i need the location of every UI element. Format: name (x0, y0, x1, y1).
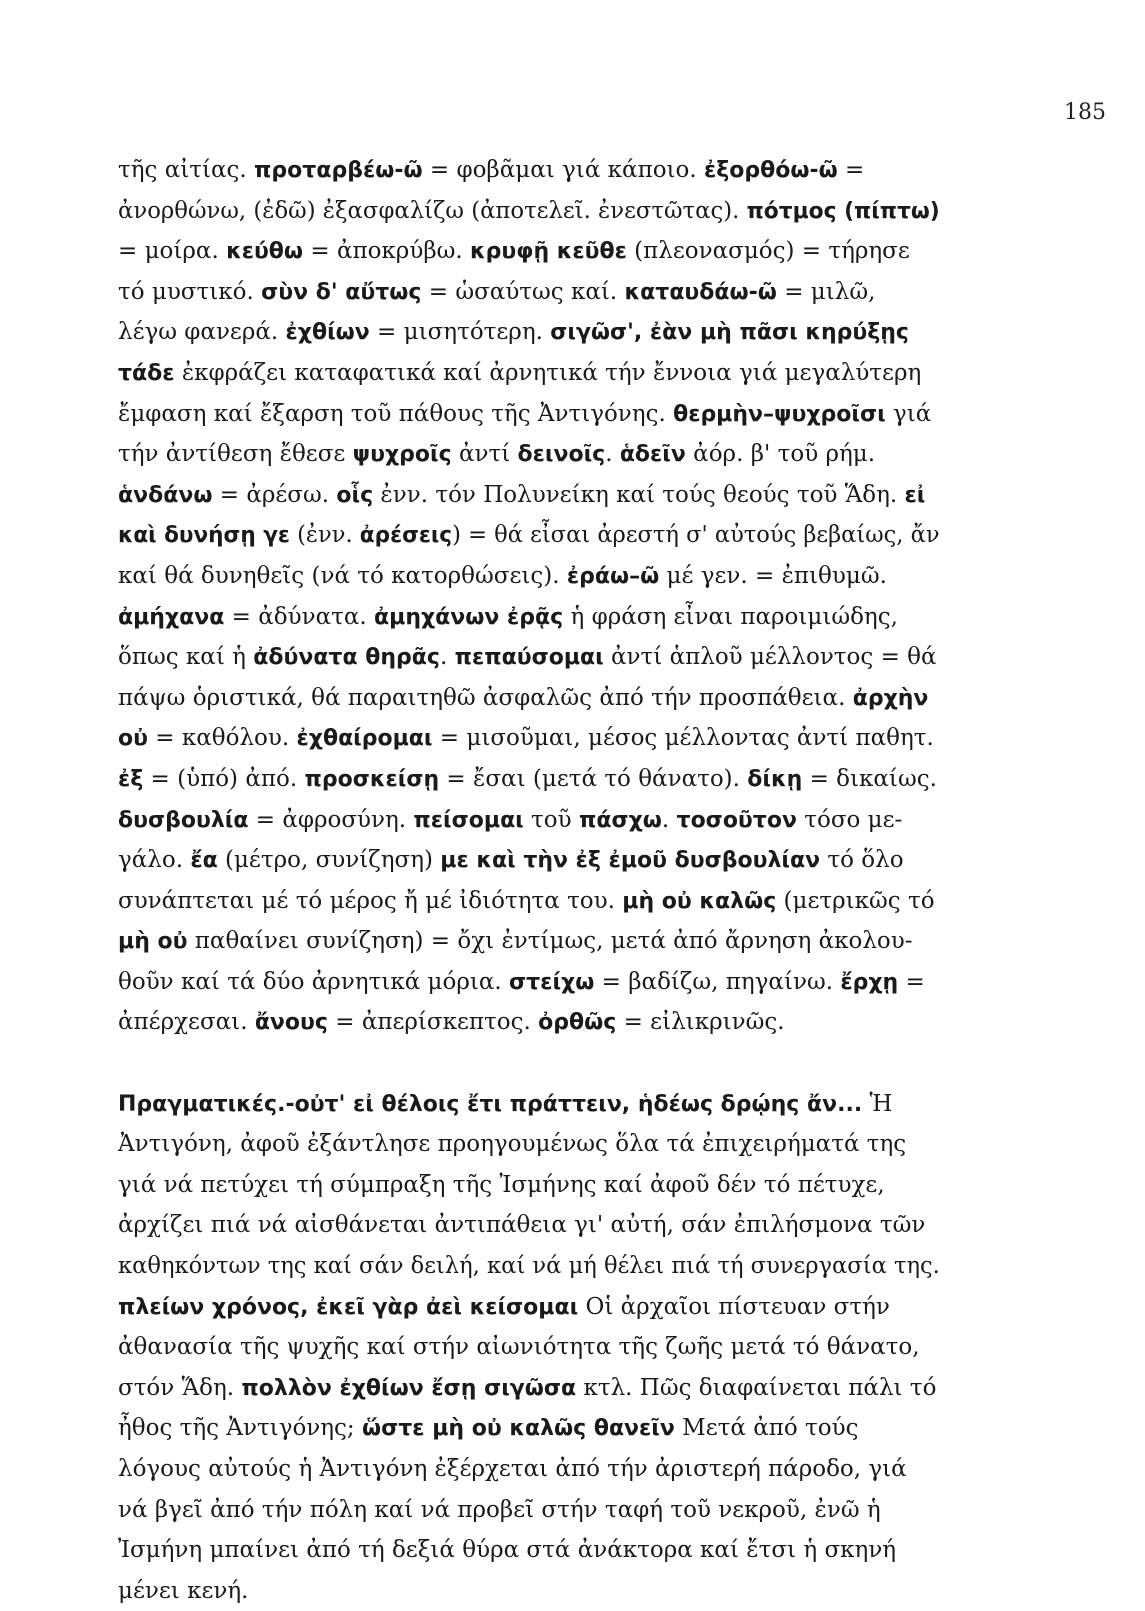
lemma-term: θερμὴν–ψυχροῖσι (673, 401, 886, 427)
lemma-term: οὐ (118, 726, 148, 752)
gloss-text: (ἐνν. (289, 522, 360, 549)
gloss-text: = ἀφροσύνη. (248, 806, 414, 833)
lemma-term: σὺν δ' αὔτως (261, 279, 422, 305)
gloss-text: = μισοῦμαι, μέσος μέλλοντας ἀντί παθητ. (432, 725, 934, 752)
gloss-text: ἀπέρχεσαι. (118, 1009, 255, 1036)
paragraph-gap (118, 1043, 940, 1084)
lemma-term: δεινοῖς (517, 442, 606, 468)
lemma-term: Πραγματικές.-οὐτ' εἰ θέλοις ἔτι πράττειν, ἡδέως δρῴης ἄν... (118, 1091, 863, 1117)
gloss-text: ἀρχίζει πιά νά αἰσθάνεται ἀντιπάθεια γι' αὐτή, σάν ἐπιλήσμονα τῶν (118, 1212, 926, 1239)
text-line (118, 1530, 940, 1571)
gloss-text: (μέτρο, συνίζηση) (217, 847, 441, 874)
lemma-term: ἀδύνατα θηρᾶς (253, 645, 440, 671)
gloss-text: τό μυστικό. (118, 278, 262, 305)
lemma-term: καταυδάω-ῶ (624, 279, 777, 305)
text-line (118, 1287, 940, 1328)
text-line (118, 515, 940, 556)
lemma-term: ἐξ (118, 766, 144, 792)
gloss-text: ἀνορθώνω, (ἐδῶ) ἐξασφαλίζω (ἀποτελεῖ. ἐνεστῶτας). (118, 197, 747, 224)
gloss-text: = (ὑπό) ἀπό. (143, 765, 305, 792)
gloss-text: = (837, 157, 865, 183)
gloss-text: καί θά δυνηθεῖς (νά τό κατορθώσεις). (118, 562, 567, 589)
gloss-text: = ἀδύνατα. (224, 603, 375, 630)
text-line (118, 1327, 940, 1368)
gloss-text: λέγω φανερά. (118, 319, 286, 346)
gloss-text: = ἀποκρύβω. (303, 238, 470, 265)
text-line (118, 1002, 940, 1043)
lemma-term: ἐράω–ῶ (566, 563, 660, 589)
text-line (118, 800, 940, 841)
gloss-text: ) = θά εἶσαι ἀρεστή σ' αὐτούς βεβαίως, ἄν (452, 522, 940, 549)
gloss-text: τό ὅλο (820, 847, 904, 874)
text-line (118, 1084, 940, 1125)
lemma-term: μὴ οὐ καλῶς (622, 888, 777, 914)
gloss-text: τήν ἀντίθεση ἔθεσε (118, 441, 353, 468)
gloss-text: ὅπως καί ἡ (118, 644, 254, 671)
text-line (118, 191, 940, 232)
text-line (118, 1165, 940, 1206)
lemma-term: ἄνους (254, 1010, 328, 1036)
text-line (118, 1490, 940, 1531)
gloss-text: λόγους αὐτούς ἡ Ἀντιγόνη ἐξέρχεται ἀπό τήν ἀριστερή πάροδο, γιά (118, 1456, 907, 1482)
text-line (118, 1449, 940, 1490)
gloss-text: = μιλῶ, (776, 278, 876, 305)
lemma-term: σιγῶσ', ἐὰν μὴ πᾶσι κηρύξῃς (550, 320, 909, 346)
gloss-text: ἐνν. τόν Πολυνείκη καί τούς θεούς τοῦ Ἅδη. (373, 481, 905, 508)
text-line (118, 272, 940, 313)
gloss-text: Μετά ἀπό τούς (674, 1415, 859, 1442)
gloss-text: καθηκόντων της καί σάν δειλή, καί νά μή θέλει πιά τή συνεργασία της. (118, 1253, 940, 1280)
lemma-term: προταρβέω-ῶ (254, 158, 423, 183)
text-line (118, 840, 940, 881)
gloss-text: = μισητότερη. (369, 319, 551, 346)
text-line (118, 150, 940, 191)
lemma-term: οἷς (336, 482, 374, 508)
lemma-term: κεύθω (226, 239, 304, 265)
lemma-term: πεπαύσομαι (454, 645, 604, 671)
text-line (118, 921, 940, 962)
text-line (118, 1571, 940, 1611)
gloss-text: ἐκφράζει καταφατικά καί ἀρνητικά τήν ἔννοια γιά μεγαλύτερη (174, 359, 922, 386)
gloss-text: = καθόλου. (147, 725, 297, 752)
lemma-term: πάσχω (578, 807, 662, 833)
lemma-term: ἔρχῃ (840, 969, 899, 995)
lemma-term: πλείων χρόνος, ἐκεῖ γὰρ ἀεὶ κείσομαι (118, 1294, 579, 1320)
gloss-text: γιά νά πετύχει τή σύμπραξη τῆς Ἰσμήνης καί ἀφοῦ δέν τό πέτυχε, (118, 1171, 885, 1198)
gloss-text: . (439, 644, 455, 671)
gloss-text: μένει κενή. (118, 1577, 249, 1604)
lemma-term: ἁδεῖν (619, 442, 686, 468)
gloss-text: κτλ. Πῶς διαφαίνεται πάλι τό (576, 1374, 937, 1401)
text-line (118, 678, 940, 719)
text-line (118, 312, 940, 353)
gloss-text: θοῦν καί τά δύο ἀρνητικά μόρια. (118, 968, 510, 995)
gloss-text: γιά (885, 400, 932, 427)
lemma-term: ὥστε μὴ οὐ καλῶς θανεῖν (362, 1416, 675, 1442)
text-line (118, 1124, 940, 1165)
gloss-text: = ἀρέσω. (212, 481, 337, 508)
gloss-text: (μετρικῶς τό (776, 887, 935, 914)
text-line (118, 962, 940, 1003)
gloss-text: ἀντί ἁπλοῦ μέλλοντος = θά (603, 644, 937, 671)
text-line (118, 475, 940, 516)
text-line (118, 718, 940, 759)
lemma-term: κρυφῇ κεῦθε (470, 239, 627, 265)
gloss-text: παθαίνει συνίζηση) = ὄχι ἐντίμως, μετά ἀπό ἄρνηση ἀκολου- (187, 928, 913, 955)
lemma-term: ψυχροῖς (352, 442, 452, 468)
gloss-text: = μοίρα. (118, 238, 227, 265)
gloss-text: Ἡ (862, 1090, 893, 1117)
gloss-text: Ἰσμήνη μπαίνει ἀπό τή δεξιά θύρα στά ἀνάκτορα καί ἔτσι ἡ σκηνή (118, 1537, 897, 1564)
commentary-text (118, 150, 940, 1611)
lemma-term: ἁνδάνω (118, 482, 213, 508)
gloss-text: Οἱ ἀρχαῖοι πίστευαν στήν (578, 1293, 890, 1320)
text-line (118, 1368, 940, 1409)
gloss-text: ἔμφαση καί ἔξαρση τοῦ πάθους τῆς Ἀντιγόνης. (118, 400, 674, 427)
text-line (118, 556, 940, 597)
gloss-text: = δικαίως. (802, 765, 937, 792)
gloss-text: μέ γεν. = ἐπιθυμῶ. (659, 562, 887, 589)
text-line (118, 353, 940, 394)
lemma-term: πείσομαι (413, 807, 524, 833)
gloss-text: γάλο. (118, 847, 191, 874)
gloss-text: ἦθος τῆς Ἀντιγόνης; (118, 1415, 362, 1442)
lemma-term: ἐξορθόω-ῶ (704, 158, 838, 183)
gloss-text: . (661, 806, 677, 833)
gloss-text: πάψω ὁριστικά, θά παραιτηθῶ ἀσφαλῶς ἀπό τήν προσπάθεια. (118, 684, 853, 711)
gloss-text: = βαδίζω, πηγαίνω. (594, 968, 841, 995)
lemma-term: πολλὸν ἐχθίων ἔσῃ σιγῶσα (241, 1375, 577, 1401)
lemma-term: δυσβουλία (118, 807, 249, 833)
text-line (118, 394, 940, 435)
page-number: 185 (1064, 100, 1106, 125)
text-line (118, 434, 940, 475)
gloss-text: = ἔσαι (μετά τό θάνατο). (439, 765, 748, 792)
lemma-term: ἀρχὴν (852, 685, 929, 711)
gloss-text: νά βγεῖ ἀπό τήν πόλη καί νά προβεῖ στήν ταφή τοῦ νεκροῦ, ἐνῶ ἡ (118, 1496, 881, 1523)
gloss-text: = (898, 968, 925, 995)
gloss-text: τῆς αἰτίας. (118, 157, 255, 183)
lemma-term: στείχω (509, 969, 595, 995)
gloss-text: = εἰλικρινῶς. (616, 1009, 785, 1036)
lemma-term: ἔα (190, 848, 218, 874)
text-line (118, 881, 940, 922)
text-line (118, 1246, 940, 1287)
gloss-text: τόσο με- (796, 806, 903, 833)
text-line (118, 231, 940, 272)
lemma-term: τάδε (118, 360, 175, 386)
text-line (118, 597, 940, 638)
lemma-term: πότμος (πίπτω) (746, 198, 940, 224)
gloss-text: = ὡσαύτως καί. (421, 278, 625, 305)
gloss-text: ἀόρ. β' τοῦ ρήμ. (685, 441, 876, 468)
gloss-text: (πλεονασμός) = τήρησε (626, 238, 910, 265)
lemma-term: με καὶ τὴν ἐξ ἐμοῦ δυσβουλίαν (440, 848, 821, 874)
lemma-term: ἀμηχάνων ἐρᾷς (374, 604, 564, 630)
gloss-text: . (605, 441, 620, 468)
text-line (118, 1205, 940, 1246)
gloss-text: τοῦ (523, 806, 579, 833)
lemma-term: καὶ δυνήσῃ γε (118, 523, 290, 549)
text-line (118, 759, 940, 800)
lemma-term: τοσοῦτον (676, 807, 797, 833)
lemma-term: μὴ οὐ (118, 929, 188, 955)
gloss-text: = φοβᾶμαι γιά κάποιο. (422, 157, 705, 183)
gloss-text: Ἀντιγόνη, ἀφοῦ ἐξάντλησε προηγουμένως ὅλα τά ἐπιχειρήματά της (118, 1131, 907, 1158)
lemma-term: δίκῃ (747, 766, 803, 792)
gloss-text: στόν Ἅδη. (118, 1374, 242, 1401)
gloss-text: = ἀπερίσκεπτος. (327, 1009, 539, 1036)
lemma-term: ἐχθαίρομαι (296, 726, 433, 752)
gloss-text: ἀντί (451, 441, 518, 468)
lemma-term: εἰ (904, 482, 926, 508)
lemma-term: ἀμήχανα (118, 604, 225, 630)
gloss-text: συνάπτεται μέ τό μέρος ἤ μέ ἰδιότητα του. (118, 887, 623, 914)
gloss-text: ἡ φράση εἶναι παροιμιώδης, (563, 603, 898, 630)
text-line (118, 1408, 940, 1449)
gloss-text: ἀθανασία τῆς ψυχῆς καί στήν αἰωνιότητα τῆς ζωῆς μετά τό θάνατο, (118, 1334, 920, 1361)
lemma-term: ἀρέσεις (359, 523, 453, 549)
text-line (118, 637, 940, 678)
lemma-term: ἐχθίων (285, 320, 370, 346)
lemma-term: προσκείσῃ (304, 766, 440, 792)
lemma-term: ὀρθῶς (538, 1010, 617, 1036)
